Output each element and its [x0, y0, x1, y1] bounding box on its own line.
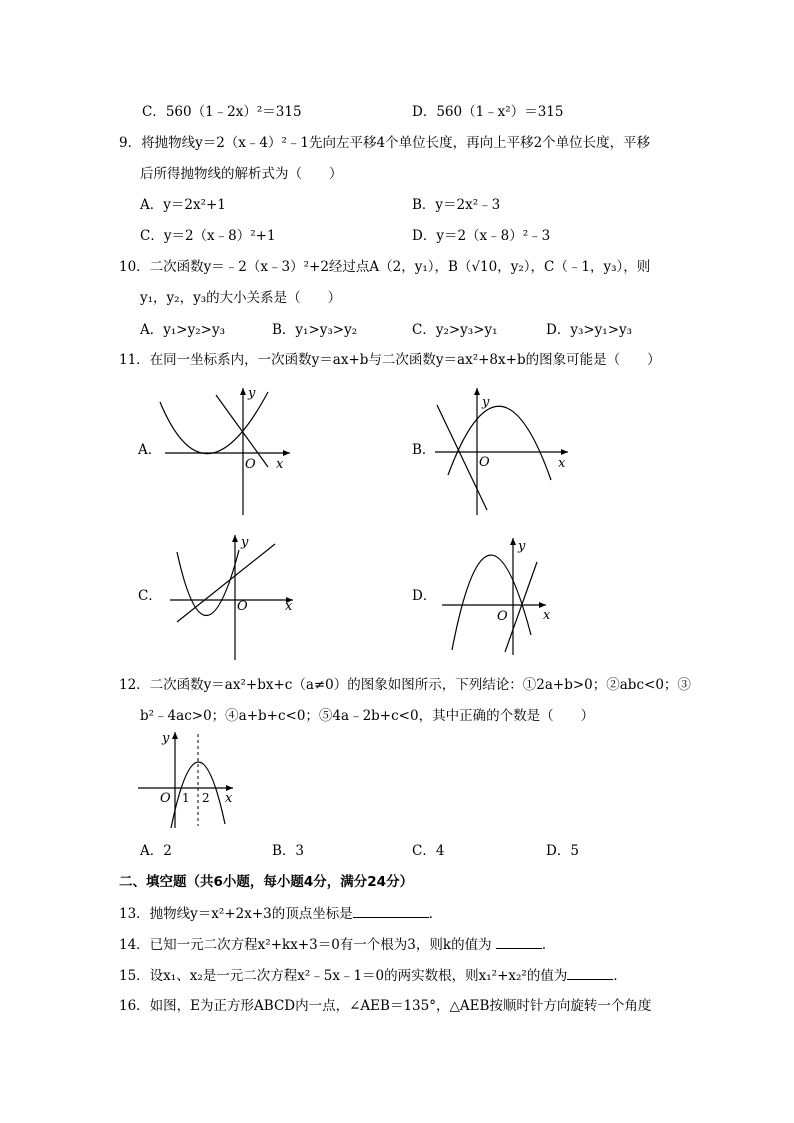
- q8-option-d: D．560（1﹣x²）＝315: [412, 104, 564, 120]
- y-axis-arrow: [474, 388, 480, 395]
- origin-label: O: [497, 609, 508, 624]
- q15-end: ．: [613, 968, 627, 984]
- parabola: [452, 555, 531, 650]
- q15-answer-blank[interactable]: [567, 965, 613, 980]
- q10-option-d: D．y₃>y₁>y₃: [546, 322, 633, 338]
- q13-end: ．: [428, 906, 443, 922]
- tick-2: 2: [202, 791, 210, 805]
- parabola: [448, 406, 551, 480]
- q9-option-b: B．y＝2x²﹣3: [412, 197, 501, 213]
- origin-label: O: [237, 599, 248, 614]
- y-axis-arrow: [232, 535, 238, 542]
- q9-stem-line1: 9．将抛物线y＝2（x﹣4）²﹣1先向左平移4个单位长度，再向上平移2个单位长度，平移: [119, 135, 651, 151]
- q10-stem-line2: y₁，y₂，y₃的大小关系是（ ）: [140, 290, 342, 306]
- q11-graph-c: [165, 530, 305, 665]
- straight-line: [177, 544, 275, 622]
- q13-answer-blank[interactable]: [353, 903, 429, 918]
- q12-graph: [130, 728, 240, 830]
- q11-label-c: C．: [138, 588, 162, 604]
- q9-option-c: C．y＝2（x﹣8）²+1: [140, 228, 276, 244]
- q11-label-b: B．: [412, 442, 436, 458]
- q9-stem-line2: 后所得抛物线的解析式为（ ）: [140, 166, 343, 182]
- parabola: [177, 550, 239, 616]
- q10-option-c: C．y₂>y₃>y₁: [412, 322, 498, 338]
- q14-answer-blank[interactable]: [496, 934, 542, 949]
- q12-option-b: B．3: [272, 843, 305, 859]
- q14-text: 14．已知一元二次方程x²+kx+3＝0有一个根为3，则k的值为: [119, 937, 492, 953]
- q11-graph-d: [430, 530, 580, 665]
- q15-stem: [119, 965, 627, 986]
- tick-1: 1: [182, 791, 190, 805]
- q10-option-b: B．y₁>y₃>y₂: [272, 322, 358, 338]
- y-label: y: [518, 539, 526, 554]
- q11-graph-b: [425, 380, 575, 520]
- q13-text: 13．抛物线y＝x²+2x+3的顶点坐标是: [119, 906, 353, 922]
- y-axis-arrow: [172, 732, 178, 739]
- q11-label-d: D．: [412, 588, 437, 604]
- q14-stem: [119, 934, 555, 955]
- x-label: x: [225, 791, 233, 806]
- origin-label: O: [479, 455, 490, 470]
- q9-option-a: A．y＝2x²+1: [140, 197, 226, 213]
- y-label: y: [162, 731, 170, 746]
- x-axis-arrow: [561, 449, 568, 455]
- origin-label: O: [160, 791, 171, 806]
- x-axis-arrow: [283, 450, 290, 456]
- q12-stem-line1: 12．二次函数y＝ax²+bx+c（a≠0）的图象如图所示，下列结论：①2a+b>0；②abc<0；③: [119, 677, 691, 693]
- y-axis-arrow: [510, 538, 516, 545]
- q13-stem: [119, 903, 442, 924]
- x-label: x: [276, 457, 284, 472]
- x-label: x: [285, 599, 293, 614]
- q11-graph-a: [150, 380, 300, 520]
- y-label: y: [241, 535, 249, 550]
- y-label: y: [482, 395, 490, 410]
- q10-stem-line1: 10．二次函数y＝﹣2（x﹣3）²+2经过点A（2，y₁），B（√10，y₂），C（﹣1，y₃），则: [119, 259, 651, 275]
- q12-option-a: A．2: [140, 843, 172, 859]
- q12-stem-line2: b²﹣4ac>0；④a+b+c<0；⑤4a﹣2b+c<0，其中正确的个数是（ ）: [140, 708, 595, 724]
- q16-stem-line1: 16．如图，E为正方形ABCD内一点，∠AEB＝135°，△AEB按顺时针方向旋转一个角度: [119, 998, 652, 1014]
- q12-option-d: D．5: [546, 843, 579, 859]
- straight-line: [505, 562, 537, 652]
- q15-text: 15．设x₁、x₂是一元二次方程x²﹣5x﹣1＝0的两实数根，则x₁²+x₂²的值为: [119, 968, 568, 984]
- q11-label-a: A．: [138, 442, 162, 458]
- q11-stem: 11．在同一坐标系内，一次函数y＝ax+b与二次函数y＝ax²+8x+b的图象可能是（ ）: [119, 352, 661, 368]
- q12-option-c: C．4: [412, 843, 445, 859]
- y-axis-arrow: [240, 388, 246, 395]
- section-heading: 二、填空题（共6小题，每小题4分，满分24分）: [119, 874, 414, 890]
- x-label: x: [543, 608, 551, 623]
- q14-end: ．: [541, 937, 556, 953]
- origin-label: O: [245, 457, 256, 472]
- q10-option-a: A．y₁>y₂>y₃: [140, 322, 225, 338]
- x-label: x: [558, 456, 566, 471]
- q8-option-c: C．560（1﹣2x）²＝315: [142, 104, 302, 120]
- y-label: y: [248, 386, 256, 401]
- q9-option-d: D．y＝2（x﹣8）²﹣3: [412, 228, 551, 244]
